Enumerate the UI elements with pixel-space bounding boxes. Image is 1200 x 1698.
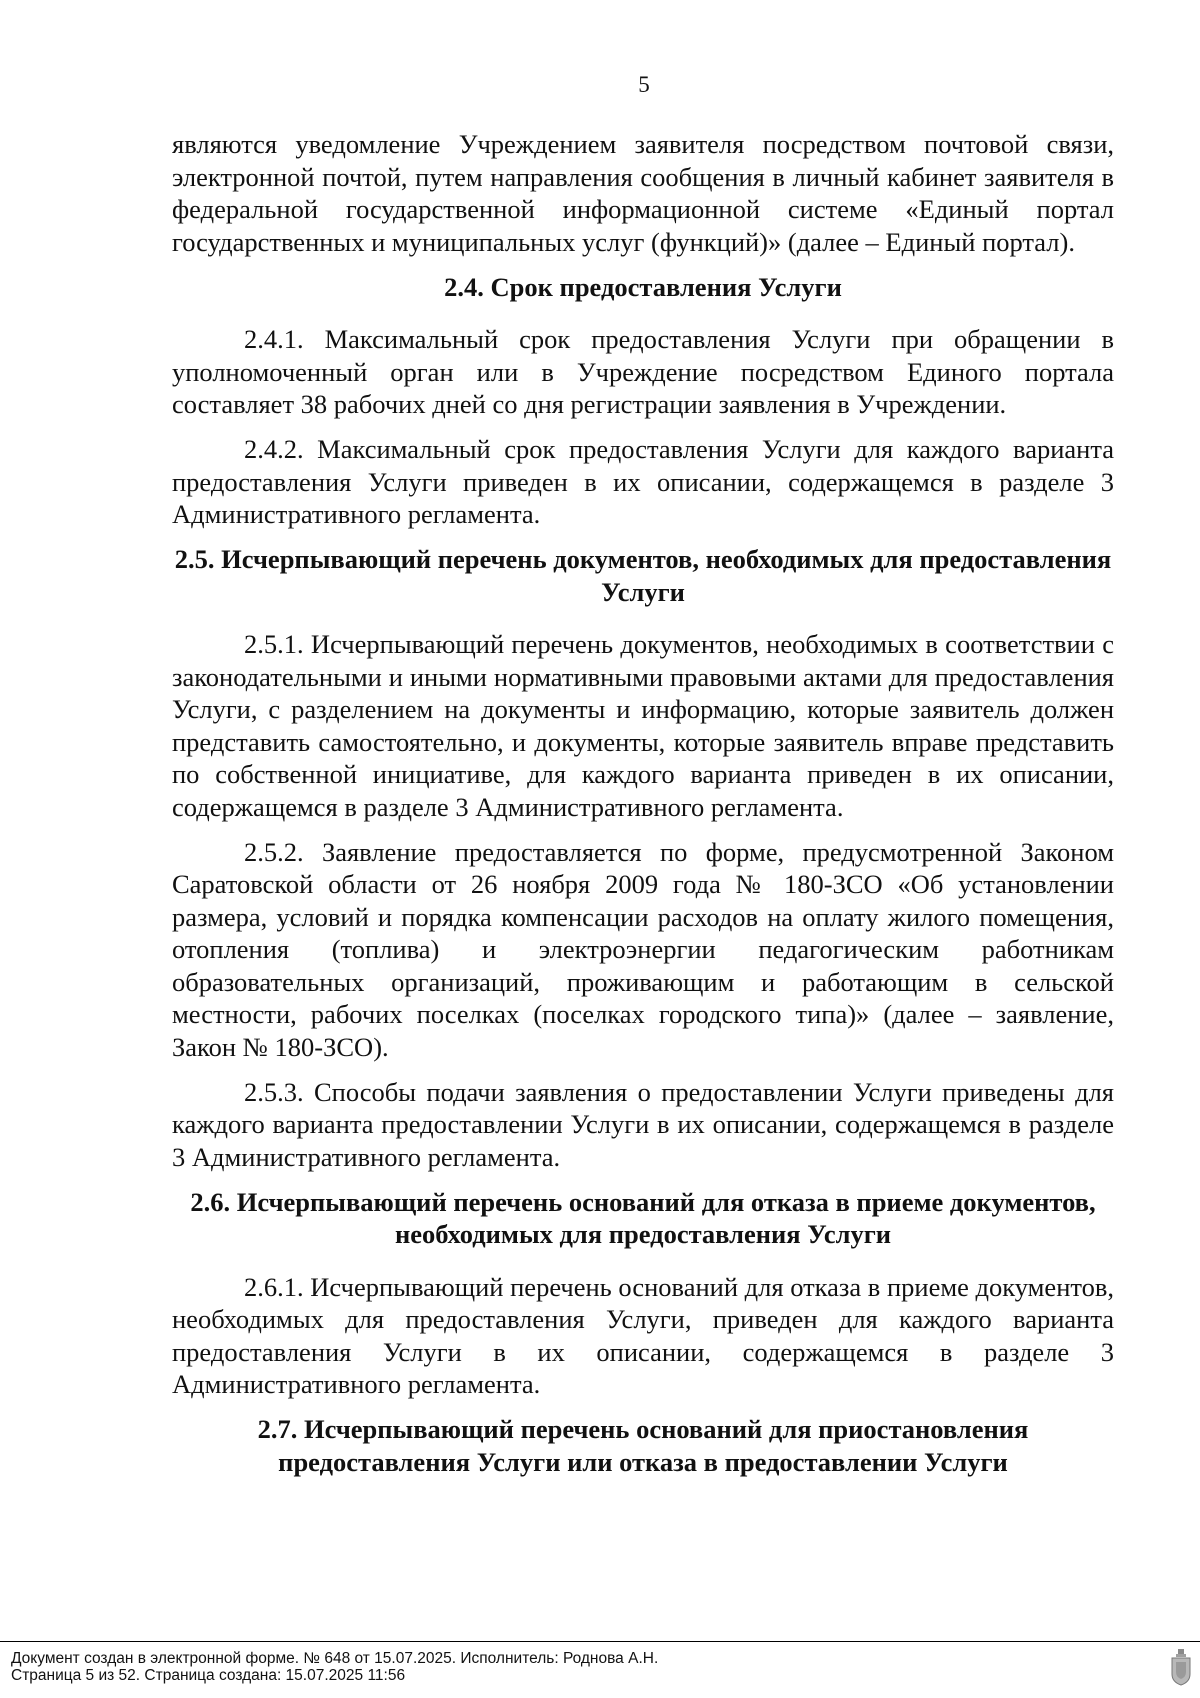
document-footer [0, 1641, 1200, 1684]
heading-2-6: 2.6. Исчерпывающий перечень оснований для отказа в приеме документов, необходимых для предоставления Услуги [190, 1186, 1096, 1249]
paragraph-2-4-2: 2.4.2. Максимальный срок предоставления Услуги для каждого варианта предоставления Услуги приведен в их описании, содержащемся в разделе 3 Административного регламента. [172, 434, 1114, 529]
heading-2-5: 2.5. Исчерпывающий перечень документов, необходимых для предоставления Услуги [174, 544, 1112, 607]
paragraph-intro: являются уведомление Учреждением заявителя посредством почтовой связи, электронной почтой, путем направления сообщения в личный кабинет заявителя в федеральной государственной информационной системе «Единый портал государственных и муниципальных услуг (функций)» (далее – Единый портал). [172, 129, 1114, 257]
paragraph-2-6-1: 2.6.1. Исчерпывающий перечень оснований для отказа в приеме документов, необходимых для предоставления Услуги, приведен для каждого варианта предоставления Услуги в их описании, содержащемся в разделе 3 Административного регламента. [172, 1271, 1114, 1399]
page-number: 5 [638, 72, 650, 97]
heading-2-7: 2.7. Исчерпывающий перечень оснований для приостановления предоставления Услуги или отказа в предоставлении Услуги [257, 1414, 1029, 1477]
heading-2-4: 2.4. Срок предоставления Услуги [444, 271, 842, 302]
footer-line-document: Документ создан в электронной форме. № 648 от 15.07.2025. Исполнитель: Роднова А.Н. [11, 1650, 659, 1667]
paragraph-2-5-2: 2.5.2. Заявление предоставляется по форме, предусмотренной Законом Саратовской области от 26 ноября 2009 года № 180-ЗСО «Об установлении размера, условий и порядка компенсации расходов на оплату жилого помещения, отопления (топлива) и электроэнергии педагогическим работникам образовательных организаций, проживающим и работающим в сельской местности, рабочих поселках (поселках городского типа)» (далее – заявление, Закон № 180-ЗСО). [172, 836, 1114, 1062]
coat-of-arms-icon [1170, 1648, 1192, 1686]
paragraph-2-4-1: 2.4.1. Максимальный срок предоставления Услуги при обращении в уполномоченный орган или в Учреждение посредством Единого портала составляет 38 рабочих дней со дня регистрации заявления в Учреждении. [172, 324, 1114, 419]
footer-line-page: Страница 5 из 52. Страница создана: 15.07.2025 11:56 [11, 1667, 406, 1684]
document-body [172, 128, 1114, 1498]
footer-text [11, 1650, 658, 1684]
paragraph-2-5-1: 2.5.1. Исчерпывающий перечень документов, необходимых в соответствии с законодательными и иными нормативными правовыми актами для предоставления Услуги, с разделением на документы и информацию, которые заявитель должен представить самостоятельно, и документы, которые заявитель вправе представить по собственной инициативе, для каждого варианта приведен в их описании, содержащемся в разделе 3 Административного регламента. [172, 629, 1114, 822]
paragraph-2-5-3: 2.5.3. Способы подачи заявления о предоставлении Услуги приведены для каждого варианта предоставлении Услуги в их описании, содержащемся в разделе 3 Административного регламента. [172, 1076, 1114, 1172]
